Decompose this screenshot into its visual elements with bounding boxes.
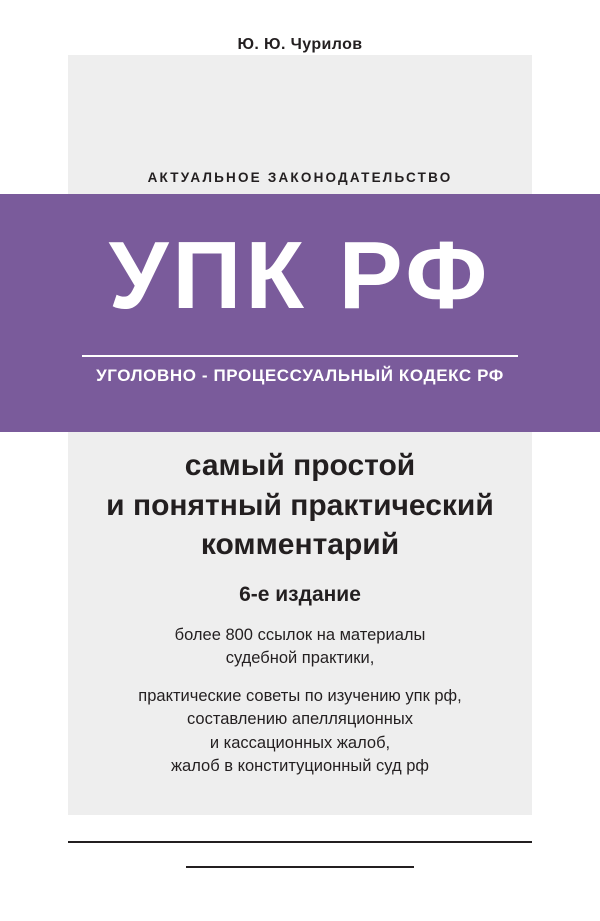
edition-label: 6-е издание <box>239 583 361 606</box>
bottom-rule-long <box>68 841 532 843</box>
bottom-rule-short <box>186 866 414 868</box>
blurb-line: и кассационных жалоб, <box>209 733 391 752</box>
blurb-line: составлению апелляционных <box>187 710 413 729</box>
headline-line: и понятный практический <box>106 488 494 522</box>
headline-line: самый простой <box>184 449 416 482</box>
blurb-paragraph <box>80 685 520 779</box>
headline <box>60 446 540 565</box>
series-label: АКТУАЛЬНОЕ ЗАКОНОДАТЕЛЬСТВО <box>147 170 453 185</box>
blurb-line: жалоб в конституционный суд рф <box>171 757 429 776</box>
author-name: Ю. Ю. Чурилов <box>237 36 363 53</box>
title-band <box>0 194 600 432</box>
book-subtitle: УГОЛОВНО - ПРОЦЕССУАЛЬНЫЙ КОДЕКС РФ <box>96 366 504 385</box>
book-title: УПК РФ <box>108 222 492 329</box>
headline-line: комментарий <box>200 528 400 562</box>
band-divider <box>82 355 518 357</box>
blurb <box>80 624 520 779</box>
blurb-line: практические советы по изучению упк рф, <box>138 686 462 705</box>
blurb-line: более 800 ссылок на материалы <box>174 626 426 644</box>
blurb-line: судебной практики, <box>225 649 375 668</box>
blurb-paragraph <box>80 624 520 671</box>
